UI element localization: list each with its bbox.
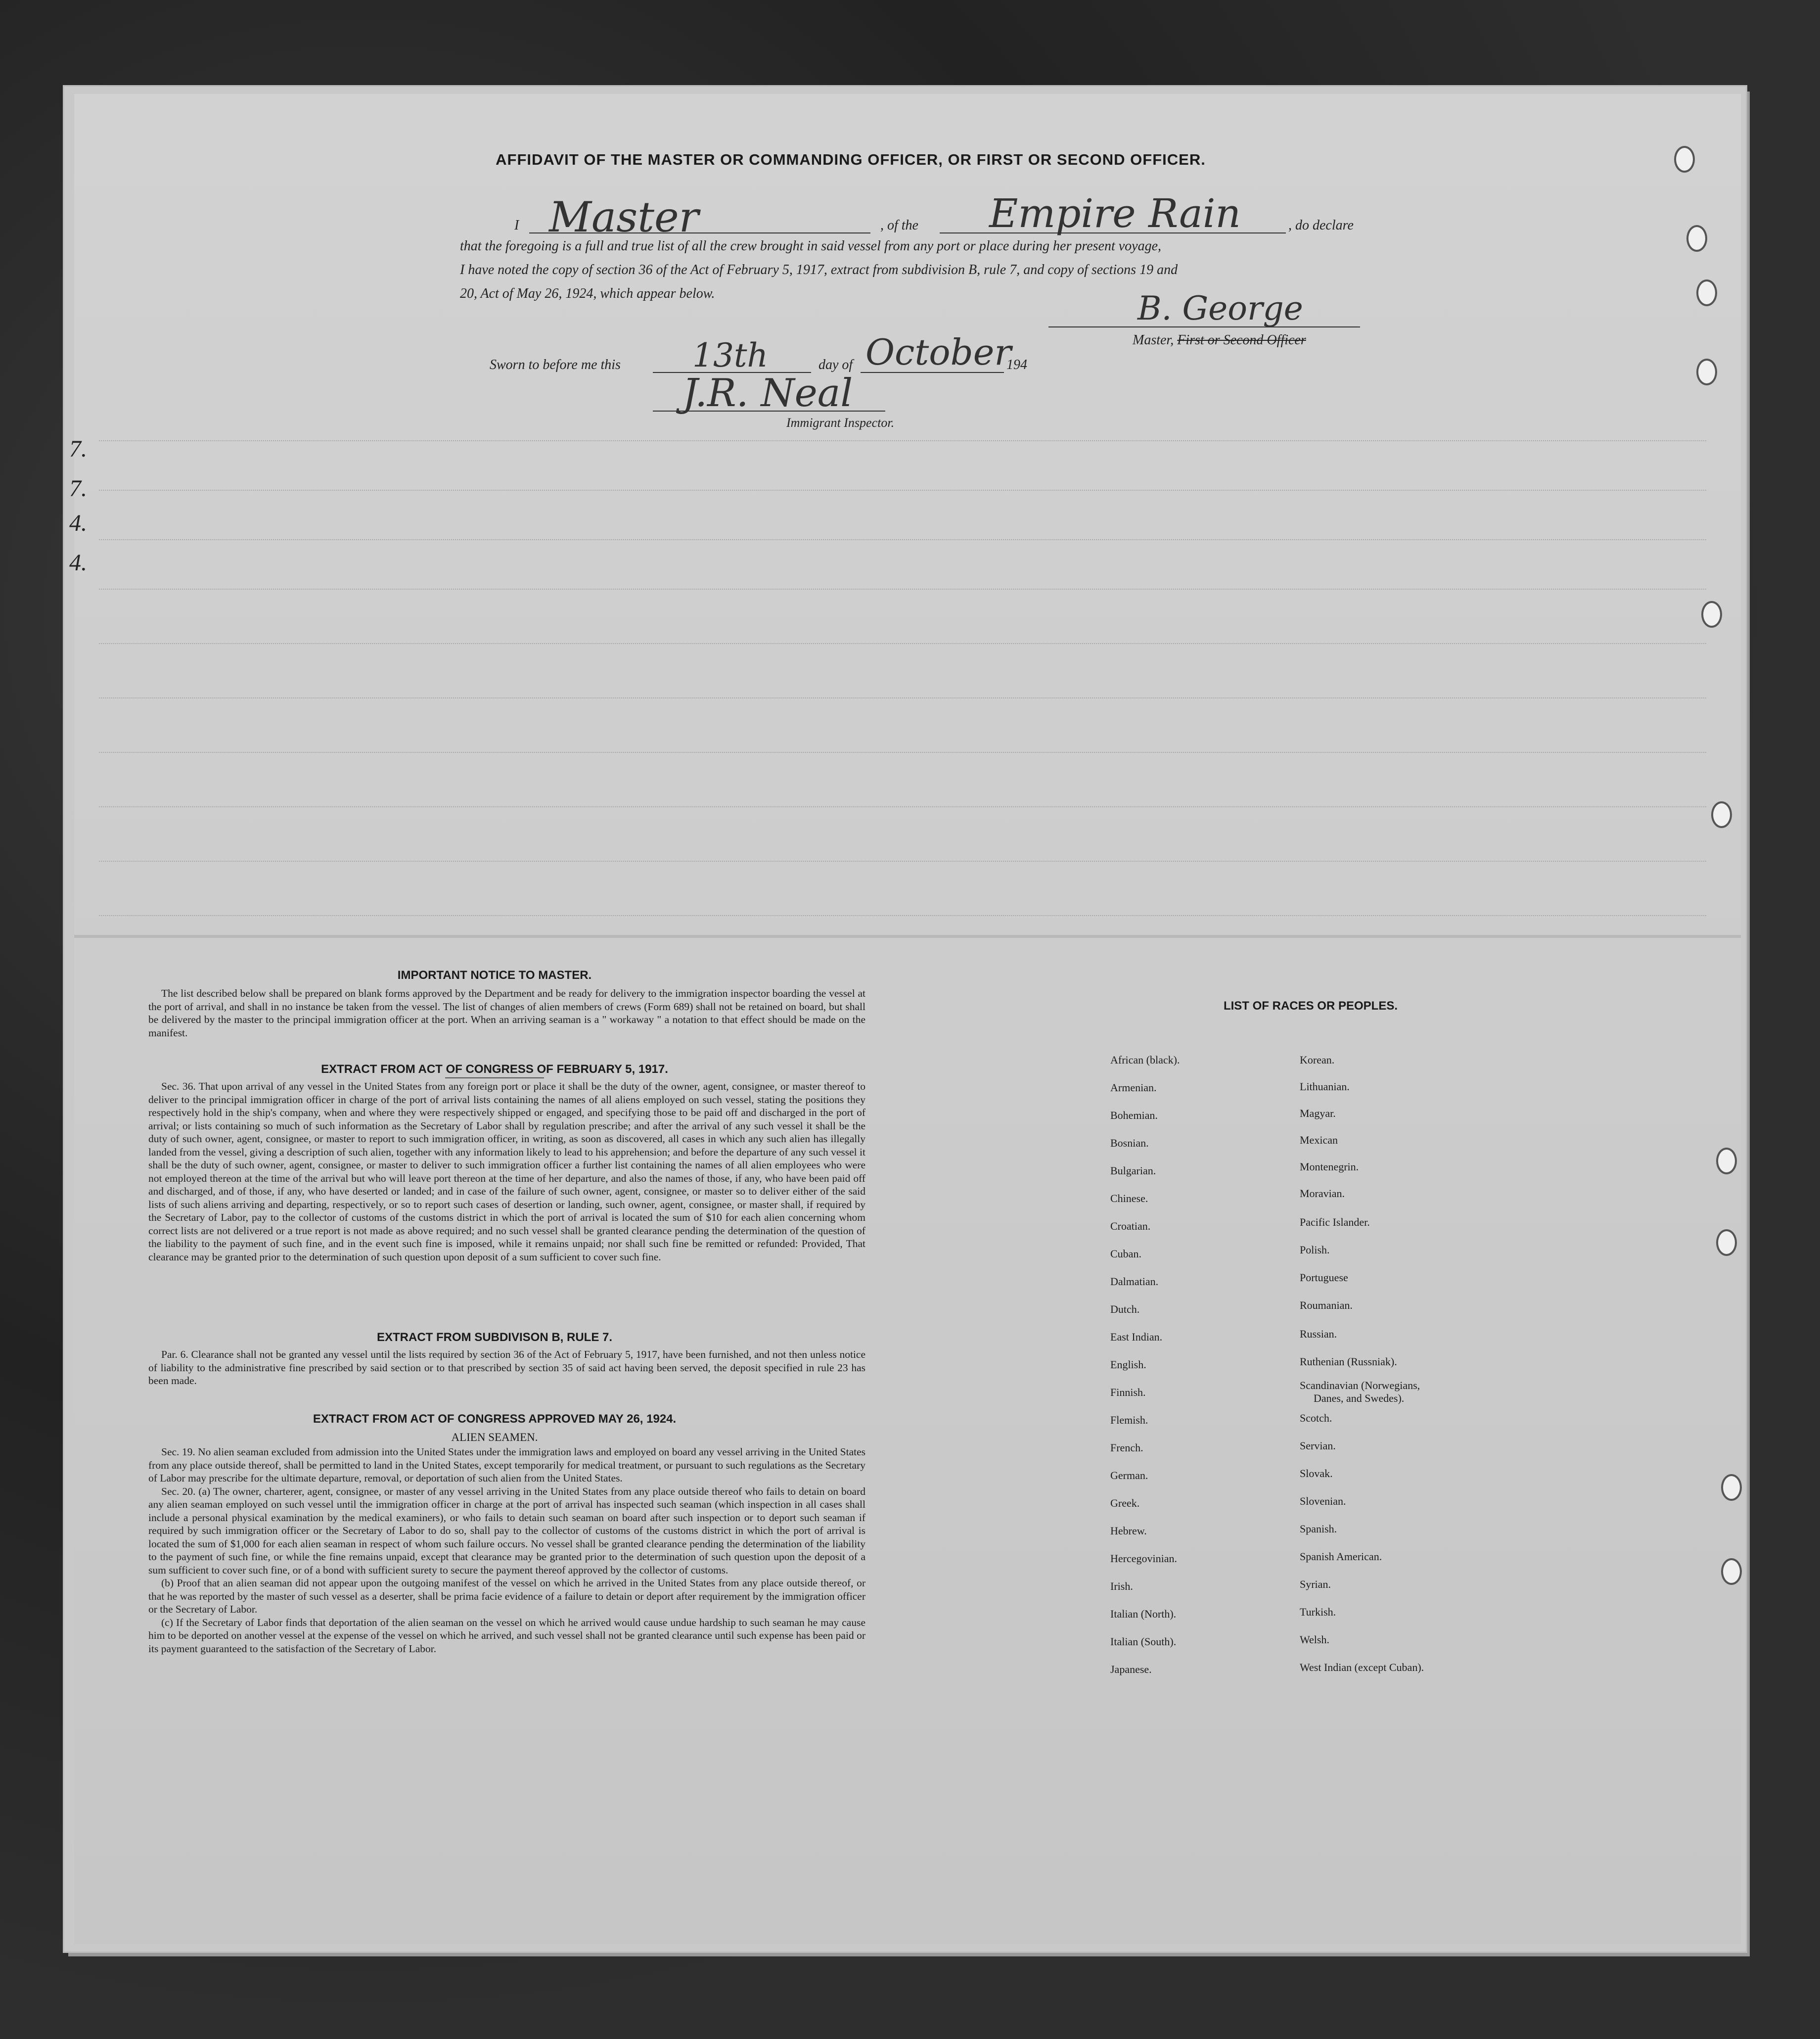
bleed-through-row xyxy=(99,752,1706,753)
binder-hole xyxy=(1721,1558,1742,1585)
binder-hole xyxy=(1716,1229,1737,1256)
day-of-label: day of xyxy=(819,357,853,372)
binder-hole xyxy=(1696,279,1717,306)
races-title: LIST OF RACES OR PEOPLES. xyxy=(1223,999,1398,1013)
inspector-signature: J.R. Neal xyxy=(682,371,853,416)
sec20b-paragraph: (b) Proof that an alien seaman did not appear upon the outgoing manifest of the vessel on which he arrived in the United States from any place outside thereof, or that he was reported by the master of such vessel as a deserter, shall be prima facie evidence of a failure to detain or deport after requirement by the immigration officer or the Secretary of Labor. xyxy=(148,1577,865,1615)
bleed-through-row xyxy=(99,697,1706,699)
sec20c-paragraph: (c) If the Secretary of Labor finds that deportation of the alien seaman on the vessel on which he arrived would cause undue hardship to such seaman he may cause him to be deported on another vessel at the expense of the vessel on which he arrived, and such vessel shall not be granted clearance until such expense has been paid or its payment guaranteed to the satisfaction of the Secretary of Labor. xyxy=(148,1616,865,1655)
bleed-through-row xyxy=(99,440,1706,442)
race-item: German. xyxy=(1110,1469,1148,1482)
sworn-year: 194 xyxy=(1006,357,1027,372)
notice-paragraph: The list described below shall be prepared on blank forms approved by the Department and be ready for delivery to the immigration inspector boarding the vessel at the port of arrival, and shall in no instance be taken from the vessel. The list of changes of alien members of crews (Form 689) shall not be retained on board, but shall be delivered by the master to the principal immigration officer at the port. When an arriving seaman is a " workaway " a notation to that effect should be made on the manifest. xyxy=(148,987,865,1039)
bleed-through-row xyxy=(99,915,1706,917)
race-item: Bulgarian. xyxy=(1110,1164,1156,1177)
race-item: Slovenian. xyxy=(1300,1495,1346,1507)
race-item: Moravian. xyxy=(1300,1187,1345,1200)
binder-hole xyxy=(1696,359,1717,385)
bleed-through-row xyxy=(99,806,1706,808)
margin-mark: 4. xyxy=(69,510,87,536)
affidavit-line1-of: , of the xyxy=(880,218,918,233)
binder-hole xyxy=(1686,225,1707,252)
race-item: Ruthenian (Russniak). xyxy=(1300,1355,1397,1368)
binder-hole xyxy=(1711,801,1732,828)
race-item: West Indian (except Cuban). xyxy=(1300,1661,1424,1673)
sec20a-paragraph: Sec. 20. (a) The owner, charterer, agent, consignee, or master of any vessel arriving in the United States from any place outside thereof who fails to detain on board any alien seaman employed on such vessel until the immigration officer in charge at the port of arrival has inspected such seaman (which inspection in all cases shall include a personal physical examination by the medical examiners), or who fails to detain such seaman on board after such inspection or to deport such seaman if required by such immigration officer or the Secretary of Labor to do so, shall pay to the collector of customs of the customs district in which the port of arrival is located the sum of $1,000 for each alien seaman in respect of whom such failure occurs. No vessel shall be granted clearance pending the determination of the liability to the payment of such fine, or while the fine remains unpaid, except that clearance may be granted prior to the determination of such question upon the deposit of a sum sufficient to cover such fine, or of a bond with sufficient surety to secure the payment thereof approved by the collector of customs. xyxy=(148,1485,865,1576)
signer-struck-title: First or Second Officer xyxy=(1177,332,1306,348)
affidavit-line4: 20, Act of May 26, 1924, which appear below. xyxy=(460,286,715,301)
extract1-title: EXTRACT FROM ACT OF CONGRESS OF FEBRUARY 5, 1917. xyxy=(321,1063,668,1076)
bleed-through-row xyxy=(99,490,1706,491)
bleed-through-row xyxy=(99,861,1706,862)
extract3-body xyxy=(148,1445,865,1655)
race-item: Italian (South). xyxy=(1110,1635,1177,1648)
extract2-body xyxy=(148,1348,865,1388)
race-item: Irish. xyxy=(1110,1580,1133,1592)
race-item: Dalmatian. xyxy=(1110,1275,1159,1288)
race-item: Bosnian. xyxy=(1110,1137,1149,1149)
race-item: Dutch. xyxy=(1110,1303,1140,1315)
race-item: Roumanian. xyxy=(1300,1299,1353,1311)
margin-mark: 4. xyxy=(69,550,87,576)
page-fold xyxy=(74,935,1741,938)
race-item: Pacific Islander. xyxy=(1300,1216,1370,1228)
race-item: Mexican xyxy=(1300,1134,1338,1146)
handwritten-vessel-name: Empire Rain xyxy=(989,190,1241,236)
notice-title: IMPORTANT NOTICE TO MASTER. xyxy=(397,969,592,982)
race-item: Turkish. xyxy=(1300,1606,1336,1618)
bleed-through-row xyxy=(99,539,1706,541)
handwritten-month: October xyxy=(865,331,1011,373)
handwritten-rank: Master xyxy=(549,193,699,241)
race-item: Greek. xyxy=(1110,1497,1140,1509)
signature-underline xyxy=(1048,326,1360,327)
race-item: Chinese. xyxy=(1110,1192,1148,1205)
affidavit-title: AFFIDAVIT OF THE MASTER OR COMMANDING OFFICER, OR FIRST OR SECOND OFFICER. xyxy=(496,151,1206,168)
race-item: Syrian. xyxy=(1300,1578,1331,1590)
affidavit-line1-end: , do declare xyxy=(1288,218,1354,233)
extract1-body xyxy=(148,1080,865,1263)
race-item: Lithuanian. xyxy=(1300,1080,1350,1093)
race-item: African (black). xyxy=(1110,1054,1180,1066)
binder-hole xyxy=(1716,1148,1737,1174)
race-item-continuation: Danes, and Swedes). xyxy=(1314,1392,1405,1404)
signer-label xyxy=(1133,332,1306,348)
race-item: Slovak. xyxy=(1300,1467,1333,1480)
affidavit-line2: that the foregoing is a full and true list of all the crew brought in said vessel from any port or place during her present voyage, xyxy=(460,238,1162,254)
race-item: Servian. xyxy=(1300,1439,1336,1452)
handwritten-day: 13th xyxy=(692,336,769,374)
race-item: Hercegovinian. xyxy=(1110,1552,1177,1565)
race-item: Polish. xyxy=(1300,1244,1330,1256)
binder-hole xyxy=(1674,146,1695,173)
binder-hole xyxy=(1701,601,1722,628)
race-item: Flemish. xyxy=(1110,1414,1148,1426)
race-item: Spanish. xyxy=(1300,1523,1337,1535)
extract2-title: EXTRACT FROM SUBDIVISON B, RULE 7. xyxy=(376,1331,613,1344)
signer-prefix: Master, xyxy=(1133,332,1174,348)
binder-hole xyxy=(1721,1474,1742,1501)
rule7-paragraph: Par. 6. Clearance shall not be granted any vessel until the lists required by section 36 of the Act of February 5, 1917, have been furnished, and not then unless notice of liability to the administrative fine prescribed by said section or to that prescribed by section 35 of said act having been served, the deposit specified in rule 23 has been made. xyxy=(148,1348,865,1387)
margin-mark: 7. xyxy=(69,436,87,462)
race-item: Finnish. xyxy=(1110,1386,1146,1398)
bleed-through-row xyxy=(99,589,1706,590)
race-item: East Indian. xyxy=(1110,1331,1163,1343)
race-item: Hebrew. xyxy=(1110,1525,1147,1537)
sec19-paragraph: Sec. 19. No alien seaman excluded from admission into the United States under the immigration laws and employed on board any vessel arriving in the United States from any place outside thereof, shall be permitted to land in the United States, except temporarily for medical treatment, or pursuant to such regulations as the Secretary of Labor may prescribe for the ultimate departure, removal, or deportation of such alien from the United States. xyxy=(148,1446,865,1484)
inspector-underline xyxy=(653,411,885,412)
bleed-through-row xyxy=(99,643,1706,645)
title-rule xyxy=(445,1077,544,1078)
race-item: Croatian. xyxy=(1110,1220,1151,1232)
race-item: French. xyxy=(1110,1441,1143,1454)
race-item: Korean. xyxy=(1300,1054,1335,1066)
race-item: Spanish American. xyxy=(1300,1550,1382,1563)
race-item: Japanese. xyxy=(1110,1663,1152,1675)
race-item: Bohemian. xyxy=(1110,1109,1158,1121)
affidavit-line1-start: I xyxy=(514,218,519,233)
race-item: Russian. xyxy=(1300,1328,1337,1340)
extract3-title: EXTRACT FROM ACT OF CONGRESS APPROVED MAY 26, 1924. xyxy=(313,1412,677,1426)
race-item: Magyar. xyxy=(1300,1107,1336,1119)
race-item: Portuguese xyxy=(1300,1271,1348,1284)
race-item: English. xyxy=(1110,1358,1146,1371)
race-item: Cuban. xyxy=(1110,1248,1141,1260)
inspector-label: Immigrant Inspector. xyxy=(786,416,895,430)
race-item: Italian (North). xyxy=(1110,1608,1177,1620)
race-item: Scandinavian (Norwegians, xyxy=(1300,1379,1420,1391)
race-item: Montenegrin. xyxy=(1300,1160,1359,1173)
race-item: Welsh. xyxy=(1300,1633,1329,1646)
race-item: Scotch. xyxy=(1300,1412,1332,1424)
sec36-paragraph: Sec. 36. That upon arrival of any vessel in the United States from any foreign port or place it shall be the duty of the owner, agent, consignee, or master thereof to deliver to the principal immigration officer in charge of the port of arrival lists containing the names of all aliens employed on such vessel, stating the positions they respectively hold in the ship's company, when and where they were respectively shipped or engaged, and specifying those to be paid off and discharged in the port of arrival; or lists containing so much of such information as the Secretary of Labor shall by regulation prescribe; and after the arrival of any such vessel it shall be the duty of such owner, agent, consignee, or master to report to such immigration officer, in writing, as soon as discovered, all cases in which any such alien has illegally landed from the vessel, giving a description of such alien, together with any information likely to lead to his apprehension; and before the departure of any such vessel it shall be the duty of such owner, agent, consignee, or master to deliver to such immigration officer a further list containing the names of all alien employees who were not employed thereon at the time of the arrival but who will leave port thereon at the time of her departure, and also the names of those, if any, who have been paid off and discharged, and of those, if any, who have deserted or landed; and in case of the failure of such owner, agent, consignee, or master so to deliver either of the said lists of such aliens arriving and departing, respectively, or so to report such cases of desertion or landing, such owner, agent, consignee, or master shall, if required by the Secretary of Labor, pay to the collector of customs of the customs district in which the port of arrival is located the sum of $10 for each alien concerning whom correct lists are not delivered or a true report is not made as above required; and no such vessel shall be granted clearance pending the determination of the question of the liability to the payment of such fine, and in the event such fine is imposed, while it remains unpaid; nor shall such fine be remitted or refunded: Provided, That clearance may be granted prior to the determination of such question upon deposit of a sum sufficient to cover such fine. xyxy=(148,1080,865,1263)
notice-body xyxy=(148,987,865,1039)
master-signature: B. George xyxy=(1138,289,1303,327)
extract3-subtitle: ALIEN SEAMEN. xyxy=(451,1431,538,1443)
affidavit-line3: I have noted the copy of section 36 of the Act of February 5, 1917, extract from subdivision B, rule 7, and copy of sections 19 and xyxy=(460,262,1178,278)
race-item: Armenian. xyxy=(1110,1081,1157,1094)
margin-mark: 7. xyxy=(69,475,87,502)
sworn-prefix: Sworn to before me this xyxy=(490,357,621,372)
